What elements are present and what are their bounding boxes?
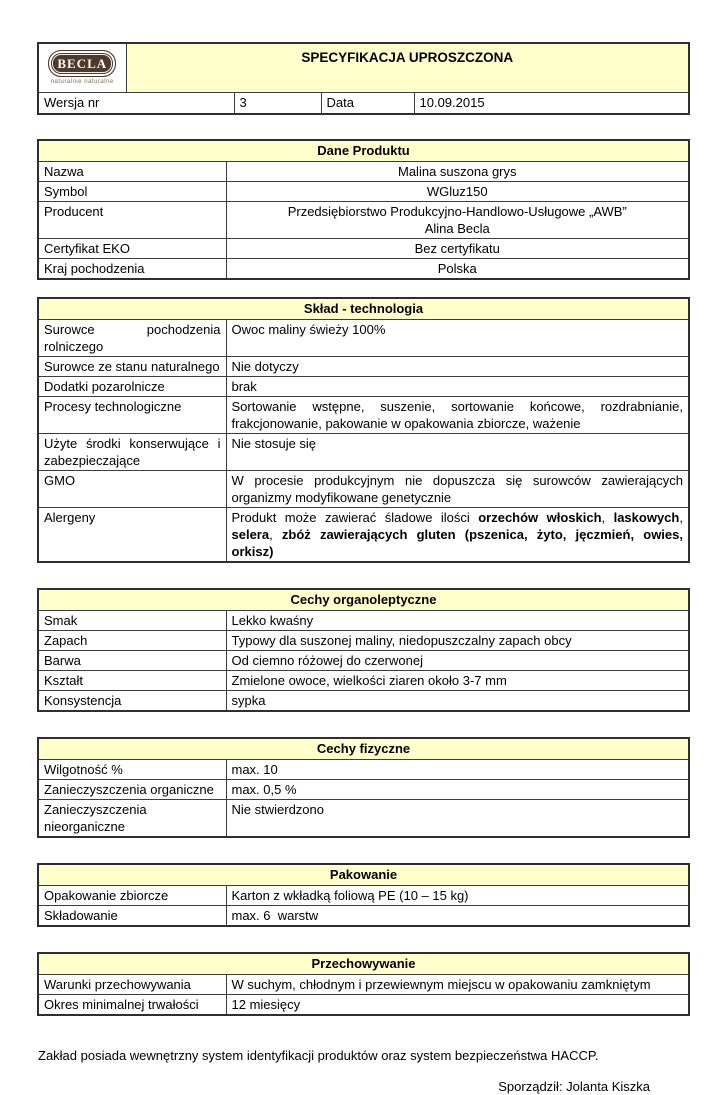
table-row [38, 397, 689, 434]
table-row [38, 975, 689, 995]
section-title: Cechy fizyczne [38, 738, 689, 760]
table-row [38, 140, 689, 162]
row-label: Składowanie [38, 906, 226, 927]
row-value: max. 10 [226, 760, 689, 780]
section-title: Dane Produktu [38, 140, 689, 162]
row-label: Barwa [38, 651, 226, 671]
becla-logo [48, 50, 116, 86]
row-label: Smak [38, 611, 226, 631]
date-label: Data [321, 93, 414, 115]
section-table [37, 588, 690, 712]
table-row [38, 671, 689, 691]
table-row [38, 953, 689, 975]
table-row [38, 434, 689, 471]
row-value: brak [226, 377, 689, 397]
row-label: Kształt [38, 671, 226, 691]
row-label: Zanieczyszczenia organiczne [38, 780, 226, 800]
table-row [38, 259, 689, 280]
table-row [38, 631, 689, 651]
table-row [38, 162, 689, 182]
row-label: Certyfikat EKO [38, 239, 226, 259]
row-value: Sortowanie wstępne, suszenie, sortowanie końcowe, rozdrabnianie, frakcjonowanie, pakowanie w opakowania zbiorcze, ważenie [226, 397, 689, 434]
row-label: Dodatki pozarolnicze [38, 377, 226, 397]
row-value: Owoc maliny świeży 100% [226, 320, 689, 357]
table-row [38, 93, 689, 115]
table-row [38, 377, 689, 397]
table-row [38, 760, 689, 780]
date-value: 10.09.2015 [414, 93, 689, 115]
row-value: Zmielone owoce, wielkości ziaren około 3-7 mm [226, 671, 689, 691]
logo-brand-text: BECLA [57, 55, 108, 71]
table-row [38, 800, 689, 838]
section-title: Pakowanie [38, 864, 689, 886]
row-label: Procesy technologiczne [38, 397, 226, 434]
table-row [38, 995, 689, 1016]
row-label: Wilgotność % [38, 760, 226, 780]
row-value: max. 0,5 % [226, 780, 689, 800]
logo-badge [48, 50, 116, 77]
logo-cell [38, 43, 126, 93]
table-row [38, 202, 689, 239]
row-label: Użyte środki konserwujące i zabezpieczające [38, 434, 226, 471]
row-label: Nazwa [38, 162, 226, 182]
table-row [38, 508, 689, 563]
row-value: Typowy dla suszonej maliny, niedopuszczalny zapach obcy [226, 631, 689, 651]
section-table [37, 952, 690, 1016]
section-table [37, 863, 690, 927]
row-label: Zapach [38, 631, 226, 651]
row-label: GMO [38, 471, 226, 508]
row-value: Karton z wkładką foliową PE (10 – 15 kg) [226, 886, 689, 906]
header-table [37, 42, 690, 115]
section-title: Przechowywanie [38, 953, 689, 975]
row-label: Surowce pochodzenia rolniczego [38, 320, 226, 357]
row-label: Kraj pochodzenia [38, 259, 226, 280]
table-row [38, 357, 689, 377]
row-label: Producent [38, 202, 226, 239]
row-value: Lekko kwaśny [226, 611, 689, 631]
row-value: W suchym, chłodnym i przewiewnym miejscu w opakowaniu zamkniętym [226, 975, 689, 995]
table-row [38, 886, 689, 906]
table-row [38, 182, 689, 202]
logo-tagline: naturalnie naturalne [50, 78, 114, 85]
table-row [38, 906, 689, 927]
table-row [38, 611, 689, 631]
row-value: Nie stwierdzono [226, 800, 689, 838]
table-row [38, 780, 689, 800]
row-value: WGluz150 [226, 182, 689, 202]
row-label: Surowce ze stanu naturalnego [38, 357, 226, 377]
row-label: Warunki przechowywania [38, 975, 226, 995]
table-row [38, 471, 689, 508]
table-row [38, 239, 689, 259]
row-value: sypka [226, 691, 689, 712]
row-label: Opakowanie zbiorcze [38, 886, 226, 906]
row-value: Od ciemno różowej do czerwonej [226, 651, 689, 671]
section-title: Cechy organoleptyczne [38, 589, 689, 611]
section-table [37, 139, 690, 280]
haccp-note: Zakład posiada wewnętrzny system identyfikacji produktów oraz system bezpieczeństwa HACCP. [38, 1048, 599, 1063]
row-label: Alergeny [38, 508, 226, 563]
row-value: Produkt może zawierać śladowe ilości orzechów włoskich, laskowych, selera, zbóż zawierających gluten (pszenica, żyto, jęczmień, owies, orkisz) [226, 508, 689, 563]
row-label: Symbol [38, 182, 226, 202]
table-row [38, 651, 689, 671]
table-row [38, 738, 689, 760]
row-label: Okres minimalnej trwałości [38, 995, 226, 1016]
row-value: Polska [226, 259, 689, 280]
row-value: Bez certyfikatu [226, 239, 689, 259]
table-row [38, 691, 689, 712]
row-value: Nie dotyczy [226, 357, 689, 377]
row-label: Zanieczyszczenia nieorganiczne [38, 800, 226, 838]
table-row [38, 298, 689, 320]
row-value: Malina suszona grys [226, 162, 689, 182]
version-label: Wersja nr [38, 93, 234, 115]
table-row [38, 43, 689, 93]
prepared-by: Sporządził: Jolanta Kiszka [498, 1079, 650, 1094]
row-value: W procesie produkcyjnym nie dopuszcza się surowców zawierających organizmy modyfikowane genetycznie [226, 471, 689, 508]
table-row [38, 864, 689, 886]
section-table [37, 737, 690, 838]
row-value: 12 miesięcy [226, 995, 689, 1016]
row-value: Nie stosuje się [226, 434, 689, 471]
section-title: Skład - technologia [38, 298, 689, 320]
table-row [38, 320, 689, 357]
row-label: Konsystencja [38, 691, 226, 712]
table-row [38, 589, 689, 611]
row-value: max. 6 warstw [226, 906, 689, 927]
version-value: 3 [234, 93, 321, 115]
row-value: Przedsiębiorstwo Produkcyjno-Handlowo-Usługowe „AWB” Alina Becla [226, 202, 689, 239]
document-title: SPECYFIKACJA UPROSZCZONA [126, 43, 689, 93]
section-table [37, 297, 690, 563]
section-tables [37, 139, 688, 1016]
